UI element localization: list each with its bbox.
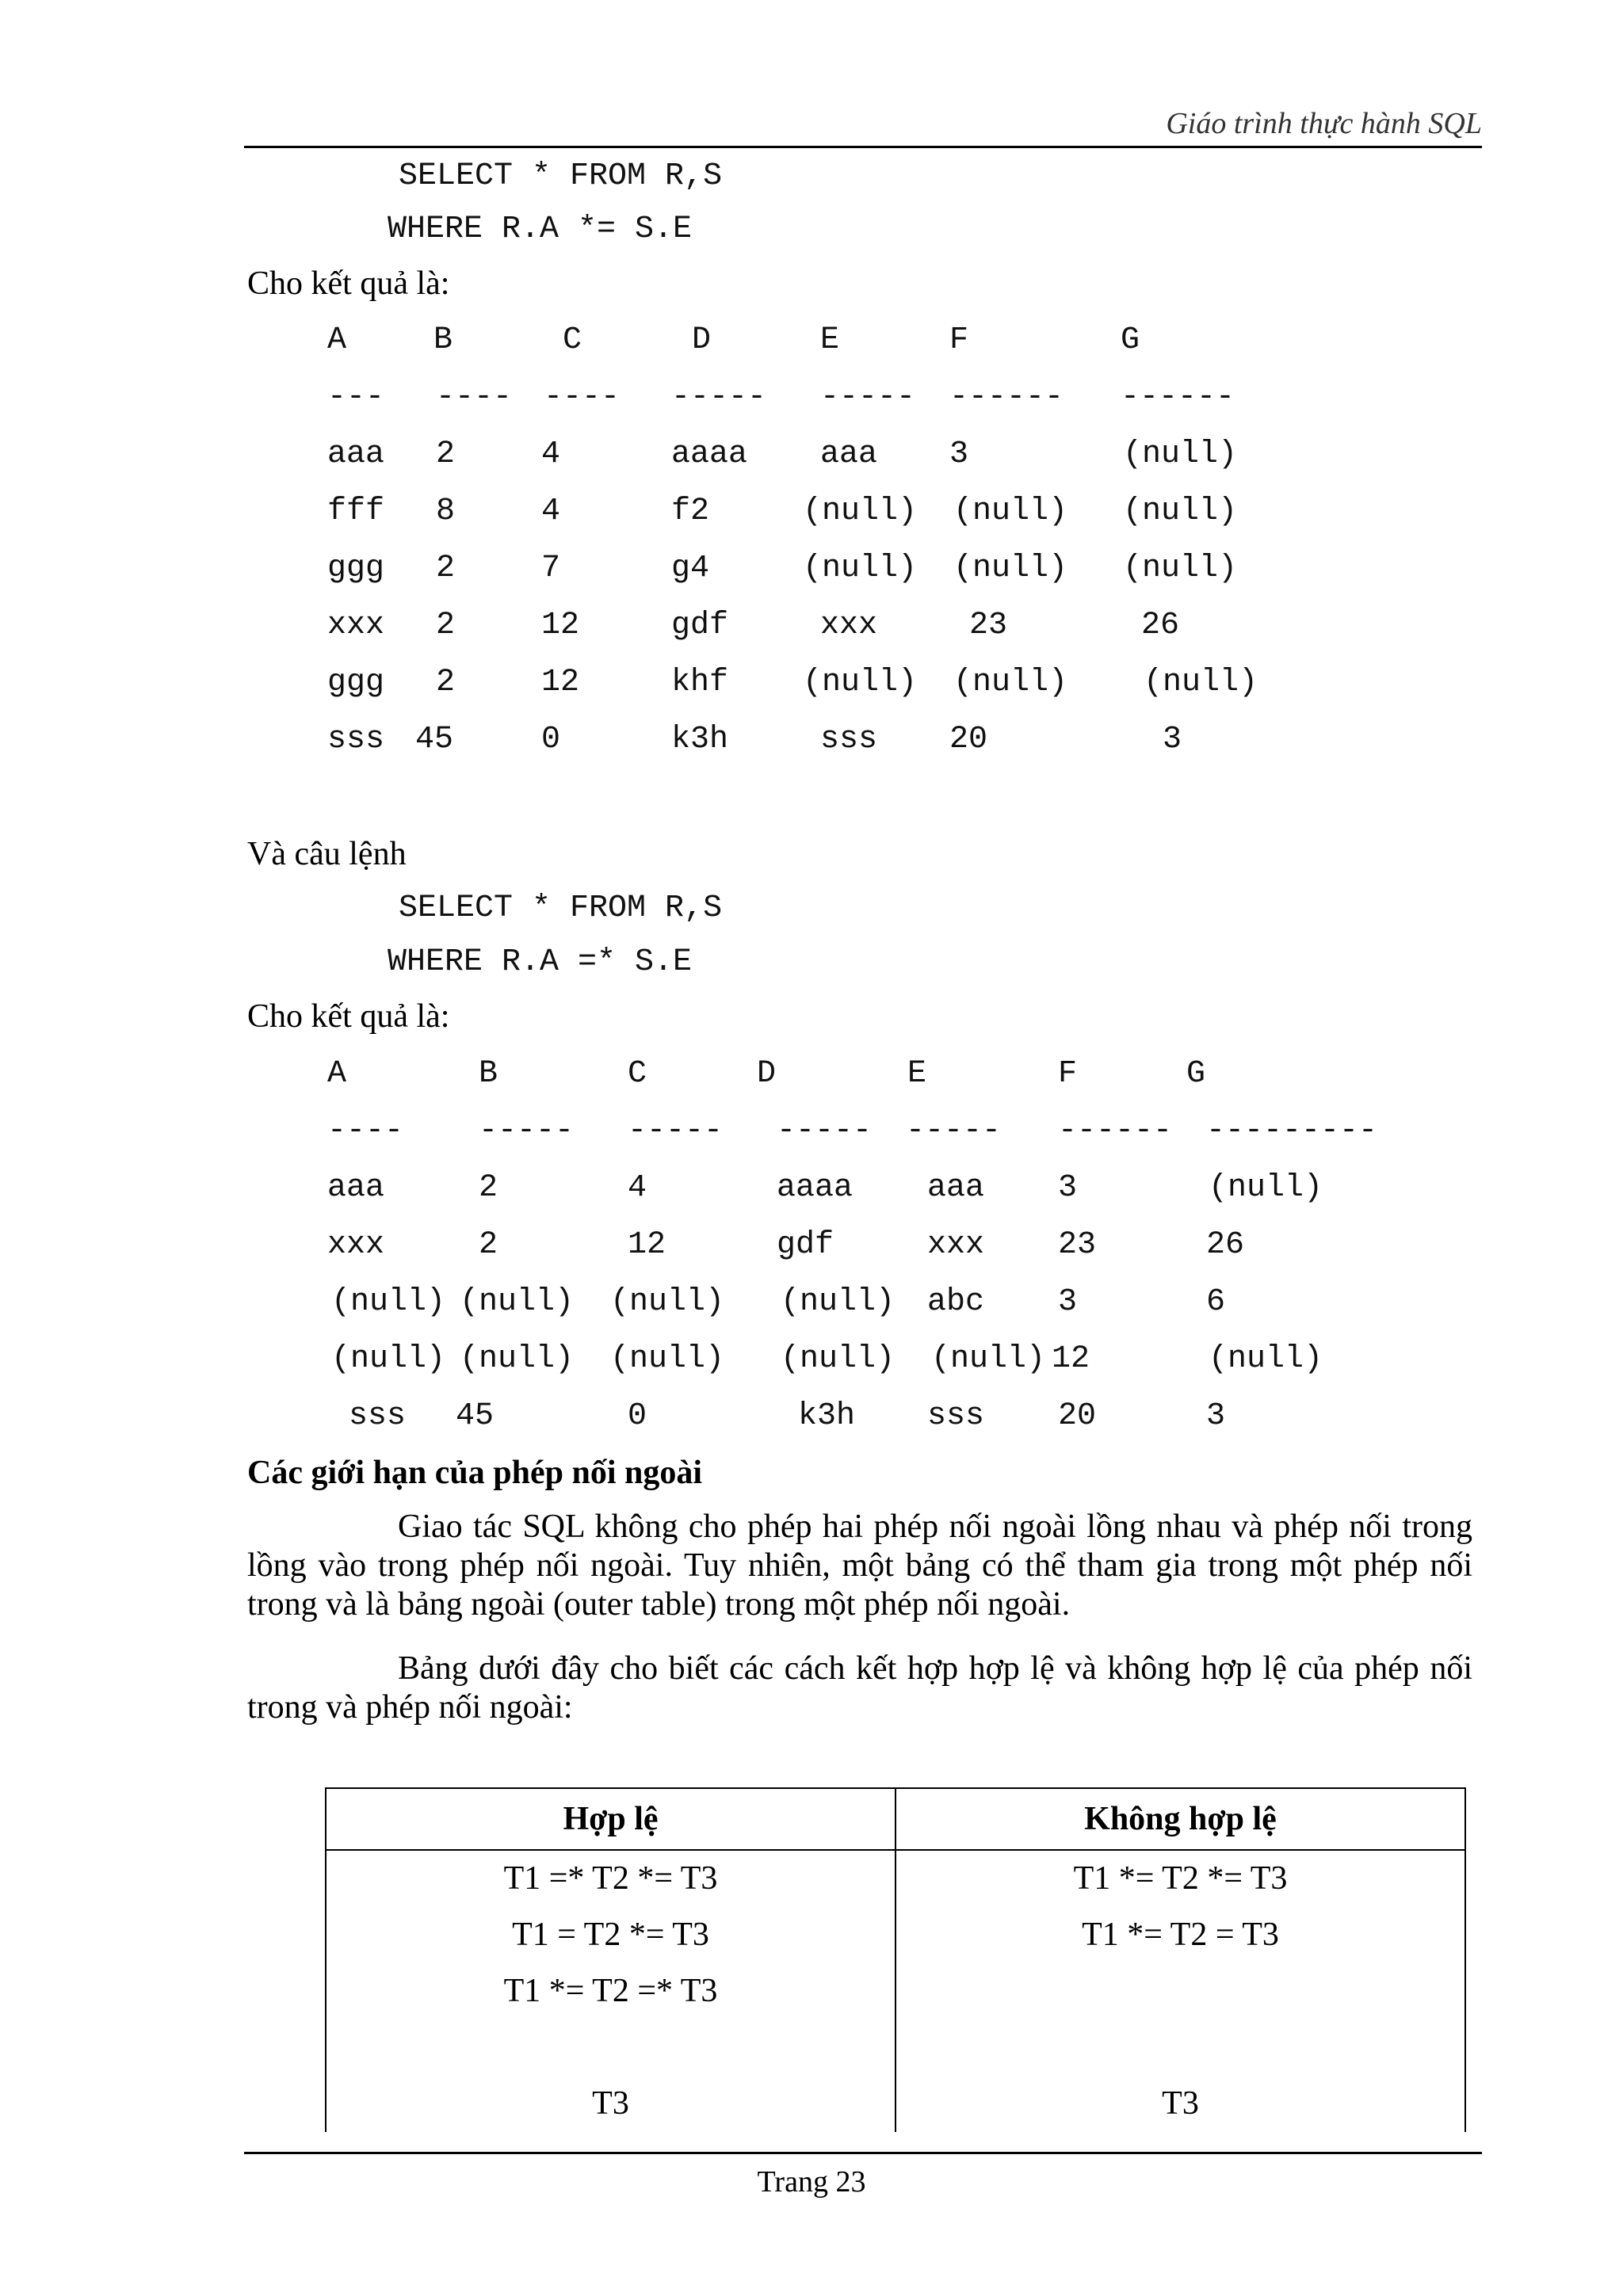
invalid-combination: T1 *= T2 *= T3 bbox=[1073, 1860, 1288, 1897]
result2-dashes: ----- bbox=[906, 1113, 1002, 1149]
cell: 26 bbox=[1141, 608, 1180, 643]
statement-intro: Và câu lệnh bbox=[247, 836, 407, 872]
cell: abc bbox=[927, 1284, 985, 1320]
paragraph-1: Giao tác SQL không cho phép hai phép nối ngoài lồng nhau và phép nối trong lồng vào trong phép nối ngoài. Tuy nhiên, một bảng có thể tham gia trong một phép nối trong và là bảng ngoài (outer table) trong một phép nối ngoài. bbox=[247, 1508, 1472, 1623]
cell: (null) bbox=[460, 1341, 575, 1377]
invalid-combination bbox=[896, 1963, 1465, 2019]
invalid-combination: T1 *= T2 = T3 bbox=[1082, 1917, 1279, 1953]
cell: 26 bbox=[1206, 1227, 1245, 1263]
cell: 45 bbox=[415, 722, 454, 757]
result1-col-header: A bbox=[327, 322, 347, 358]
result1-col-header: D bbox=[692, 322, 712, 358]
cell: xxx bbox=[327, 608, 385, 643]
cell: 2 bbox=[479, 1227, 498, 1263]
cell: 3 bbox=[1058, 1170, 1078, 1206]
cell: 3 bbox=[1058, 1284, 1078, 1320]
query1-line2: WHERE R.A *= S.E bbox=[388, 212, 693, 247]
running-header: Giáo trình thực hành SQL bbox=[1166, 107, 1482, 140]
result1-dashes: ------ bbox=[949, 379, 1064, 415]
valid-combination: T1 *= T2 =* T3 bbox=[503, 1973, 718, 2009]
cell: (null) bbox=[803, 551, 918, 586]
result2-col-header: F bbox=[1058, 1056, 1078, 1092]
valid-combination: T1 = T2 *= T3 bbox=[512, 1917, 709, 1953]
cell: 3 bbox=[1163, 722, 1182, 757]
header-rule bbox=[244, 146, 1482, 148]
cell: aaa bbox=[327, 1170, 385, 1206]
cell: f2 bbox=[671, 494, 710, 529]
invalid-combination bbox=[896, 2019, 1465, 2076]
result-label-2: Cho kết quả là: bbox=[247, 998, 450, 1035]
cell: g4 bbox=[671, 551, 710, 586]
cell: 4 bbox=[541, 437, 561, 472]
cell: 12 bbox=[541, 608, 580, 643]
result2-col-header: D bbox=[757, 1056, 777, 1092]
cell: 23 bbox=[1058, 1227, 1097, 1263]
cell: 12 bbox=[1052, 1341, 1090, 1377]
cell: (null) bbox=[803, 494, 918, 529]
cell: (null) bbox=[331, 1284, 446, 1320]
cell: (null) bbox=[1123, 551, 1238, 586]
result1-dashes: ----- bbox=[820, 379, 916, 415]
query2-line2: WHERE R.A =* S.E bbox=[388, 944, 693, 980]
valid-combination: T3 bbox=[592, 2085, 629, 2122]
cell: 8 bbox=[436, 494, 456, 529]
result1-dashes: ---- bbox=[544, 379, 621, 415]
cell: aaaa bbox=[671, 437, 748, 472]
result2-dashes: ----- bbox=[777, 1113, 873, 1149]
cell: 3 bbox=[949, 437, 969, 472]
cell: (null) bbox=[1209, 1170, 1323, 1206]
cell: 20 bbox=[949, 722, 988, 757]
cell: 12 bbox=[628, 1227, 666, 1263]
result2-dashes: ----- bbox=[479, 1113, 575, 1149]
cell: fff bbox=[327, 494, 385, 529]
cell: sss bbox=[349, 1398, 407, 1434]
cell: 7 bbox=[541, 551, 561, 586]
cell: (null) bbox=[1144, 665, 1258, 700]
cell: 2 bbox=[436, 437, 456, 472]
valid-combination: T1 =* T2 *= T3 bbox=[503, 1860, 718, 1897]
cell: (null) bbox=[1209, 1341, 1323, 1377]
result1-col-header: G bbox=[1121, 322, 1140, 358]
result1-col-header: C bbox=[563, 322, 582, 358]
cell: 23 bbox=[969, 608, 1008, 643]
query2-line1: SELECT * FROM R,S bbox=[399, 891, 723, 926]
table-row bbox=[326, 1850, 1465, 2132]
cell: (null) bbox=[803, 665, 918, 700]
cell: (null) bbox=[460, 1284, 575, 1320]
result2-col-header: E bbox=[907, 1056, 927, 1092]
result2-dashes: ---- bbox=[327, 1113, 404, 1149]
valid-combination bbox=[327, 2019, 895, 2076]
paragraph-2: Bảng dưới đây cho biết các cách kết hợp hợp lệ và không hợp lệ của phép nối trong và phép nối ngoài: bbox=[247, 1650, 1472, 1726]
cell: (null) bbox=[610, 1284, 725, 1320]
cell: xxx bbox=[327, 1227, 385, 1263]
result1-dashes: ----- bbox=[671, 379, 767, 415]
result2-dashes: ----- bbox=[628, 1113, 724, 1149]
result1-col-header: F bbox=[949, 322, 969, 358]
cell: 2 bbox=[436, 551, 456, 586]
result2-col-header: A bbox=[327, 1056, 347, 1092]
cell: gdf bbox=[777, 1227, 834, 1263]
cell: (null) bbox=[953, 551, 1068, 586]
cell: 2 bbox=[436, 608, 456, 643]
cell: 2 bbox=[436, 665, 456, 700]
cell: 45 bbox=[456, 1398, 495, 1434]
page-number: Trang 23 bbox=[757, 2165, 866, 2199]
cell: aaa bbox=[327, 437, 385, 472]
cell: aaaa bbox=[777, 1170, 854, 1206]
cell: 2 bbox=[479, 1170, 498, 1206]
cell: (null) bbox=[781, 1284, 896, 1320]
cell: (null) bbox=[1123, 437, 1238, 472]
valid-header: Hợp lệ bbox=[326, 1788, 896, 1850]
cell: ggg bbox=[327, 551, 385, 586]
cell: (null) bbox=[1123, 494, 1238, 529]
cell: gdf bbox=[671, 608, 729, 643]
valid-column bbox=[326, 1850, 896, 2132]
cell: sss bbox=[820, 722, 878, 757]
cell: aaa bbox=[820, 437, 878, 472]
result2-dashes: --------- bbox=[1206, 1113, 1378, 1149]
result2-col-header: B bbox=[479, 1056, 498, 1092]
join-combination-table bbox=[325, 1787, 1466, 2132]
cell: sss bbox=[927, 1398, 985, 1434]
cell: (null) bbox=[931, 1341, 1046, 1377]
result1-dashes: --- bbox=[327, 379, 385, 415]
invalid-header: Không hợp lệ bbox=[896, 1788, 1465, 1850]
cell: (null) bbox=[781, 1341, 896, 1377]
cell: ggg bbox=[327, 665, 385, 700]
invalid-combination: T3 bbox=[1162, 2085, 1199, 2122]
cell: (null) bbox=[953, 494, 1068, 529]
query1-line1: SELECT * FROM R,S bbox=[399, 158, 723, 194]
result2-col-header: C bbox=[628, 1056, 647, 1092]
cell: 0 bbox=[541, 722, 561, 757]
result1-dashes: ------ bbox=[1121, 379, 1235, 415]
invalid-column bbox=[896, 1850, 1465, 2132]
result2-col-header: G bbox=[1186, 1056, 1206, 1092]
result-label-1: Cho kết quả là: bbox=[247, 265, 450, 302]
cell: 3 bbox=[1206, 1398, 1226, 1434]
cell: (null) bbox=[953, 665, 1068, 700]
cell: (null) bbox=[610, 1341, 725, 1377]
cell: k3h bbox=[671, 722, 729, 757]
result1-dashes: ---- bbox=[436, 379, 513, 415]
result1-col-header: E bbox=[820, 322, 840, 358]
cell: khf bbox=[671, 665, 729, 700]
cell: 20 bbox=[1058, 1398, 1097, 1434]
cell: 12 bbox=[541, 665, 580, 700]
cell: (null) bbox=[331, 1341, 446, 1377]
result1-col-header: B bbox=[433, 322, 453, 358]
cell: 4 bbox=[628, 1170, 647, 1206]
cell: k3h bbox=[798, 1398, 856, 1434]
cell: sss bbox=[327, 722, 385, 757]
cell: xxx bbox=[820, 608, 878, 643]
result2-dashes: ------ bbox=[1058, 1113, 1173, 1149]
cell: 6 bbox=[1206, 1284, 1226, 1320]
cell: 0 bbox=[628, 1398, 647, 1434]
cell: 4 bbox=[541, 494, 561, 529]
footer-rule bbox=[244, 2152, 1482, 2154]
cell: aaa bbox=[927, 1170, 985, 1206]
cell: xxx bbox=[927, 1227, 985, 1263]
section-heading: Các giới hạn của phép nối ngoài bbox=[247, 1455, 703, 1491]
